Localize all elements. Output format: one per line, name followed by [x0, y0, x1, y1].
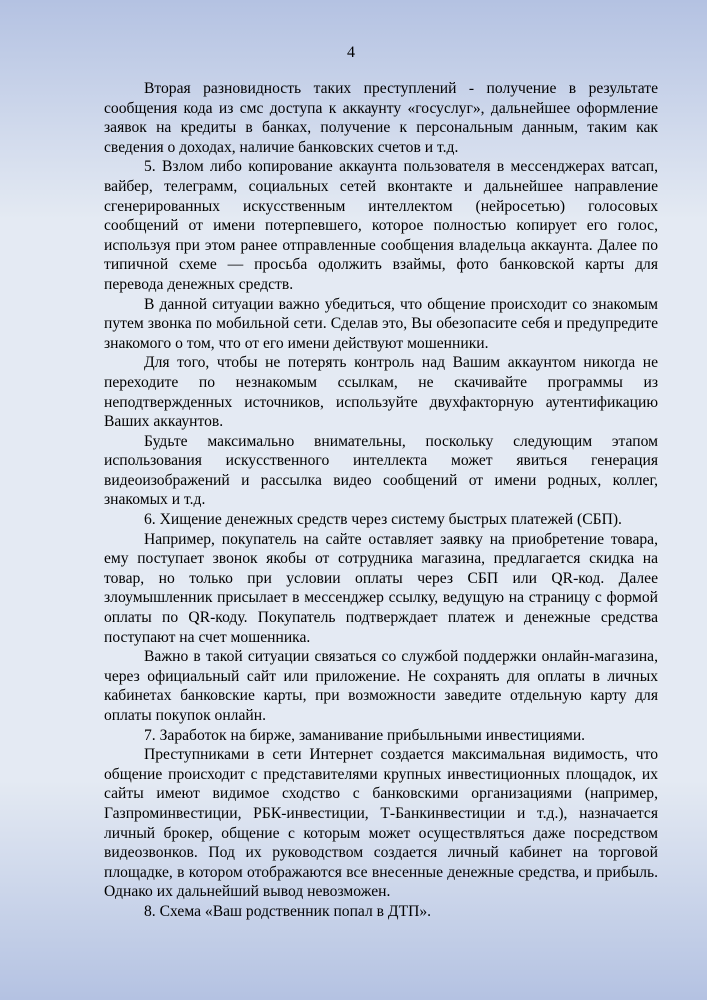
- paragraph-11-heading: 8. Схема «Ваш родственник попал в ДТП».: [144, 902, 432, 920]
- paragraph-3: В данной ситуации важно убедиться, что общение происходит со знакомым путем звонка по мобильной сети. Сделав это, Вы обезопасите себя и предупредите знакомого о том, что от его имени действуют мошенники.: [104, 295, 658, 352]
- paragraph-1: Вторая разновидность таких преступлений - получение в результате сообщения кода из смс доступа к аккаунту «госуслуг», дальнейшее оформление заявок на кредиты в банках, получение к персональным данным, таким как сведения о доходах, наличие банковских счетов и т.д.: [104, 80, 658, 156]
- paragraph-10: Преступниками в сети Интернет создается максимальная видимость, что общение происходит с представителями крупных инвестиционных площадок, их сайты имеют видимое сходство с банковскими организациями (например, Газпроминвестиции, РБК-инвестиции, Т-Банкинвестиции и т.д.), назначается личный брокер, общение с которым может осуществляться даже посредством видеозвонков. Под их руководством создается личный кабинет на торговой площадке, в котором отображаются все внесенные денежные средства, и прибыль. Однако их дальнейший вывод невозможен.: [104, 746, 658, 901]
- paragraph-6-heading: 6. Хищение денежных средств через систему быстрых платежей (СБП).: [144, 511, 622, 529]
- paragraph-4: Для того, чтобы не потерять контроль над Вашим аккаунтом никогда не переходите по незнакомым ссылкам, не скачивайте программы из неподтвержденных источников, используйте двухфакторную аутентификацию Ваших аккаунтов.: [104, 354, 658, 431]
- paragraph-7: Например, покупатель на сайте оставляет заявку на приобретение товара, ему поступает звонок якобы от сотрудника магазина, предлагается скидка на товар, но только при условии оплаты через СБП или QR-код. Далее злоумышленник присылает в мессенджер ссылку, ведущую на страницу с формой оплаты по QR-коду. Покупатель подтверждает платеж и денежные средства поступают на счет мошенника.: [104, 530, 658, 646]
- page-number: 4: [347, 44, 355, 61]
- paragraph-9-heading: 7. Заработок на бирже, заманивание прибыльными инвестициями.: [144, 726, 586, 744]
- paragraph-8: Важно в такой ситуации связаться со службой поддержки онлайн-магазина, через официальный сайт или приложение. Не сохранять для оплаты в личных кабинетах банковские карты, при возможности заведите отдельную карту для оплаты покупок онлайн.: [104, 648, 658, 724]
- paragraph-5: Будьте максимально внимательны, поскольку следующим этапом использования искусственного интеллекта может явиться генерация видеоизображений и рассылка видео сообщений от имени родных, коллег, знакомых и т.д.: [104, 432, 658, 509]
- paragraph-2: 5. Взлом либо копирование аккаунта пользователя в мессенджерах ватсап, вайбер, телеграмм, социальных сетей вконтакте и дальнейшее направление сгенерированных искусственным интеллектом (нейросетью) голосовых сообщений от имени потерпевшего, которое полностью копирует его голос, используя при этом ранее отправленные сообщения владельца аккаунта. Далее по типичной схеме — просьба одолжить взаймы, фото банковской карты для перевода денежных средств.: [104, 158, 658, 293]
